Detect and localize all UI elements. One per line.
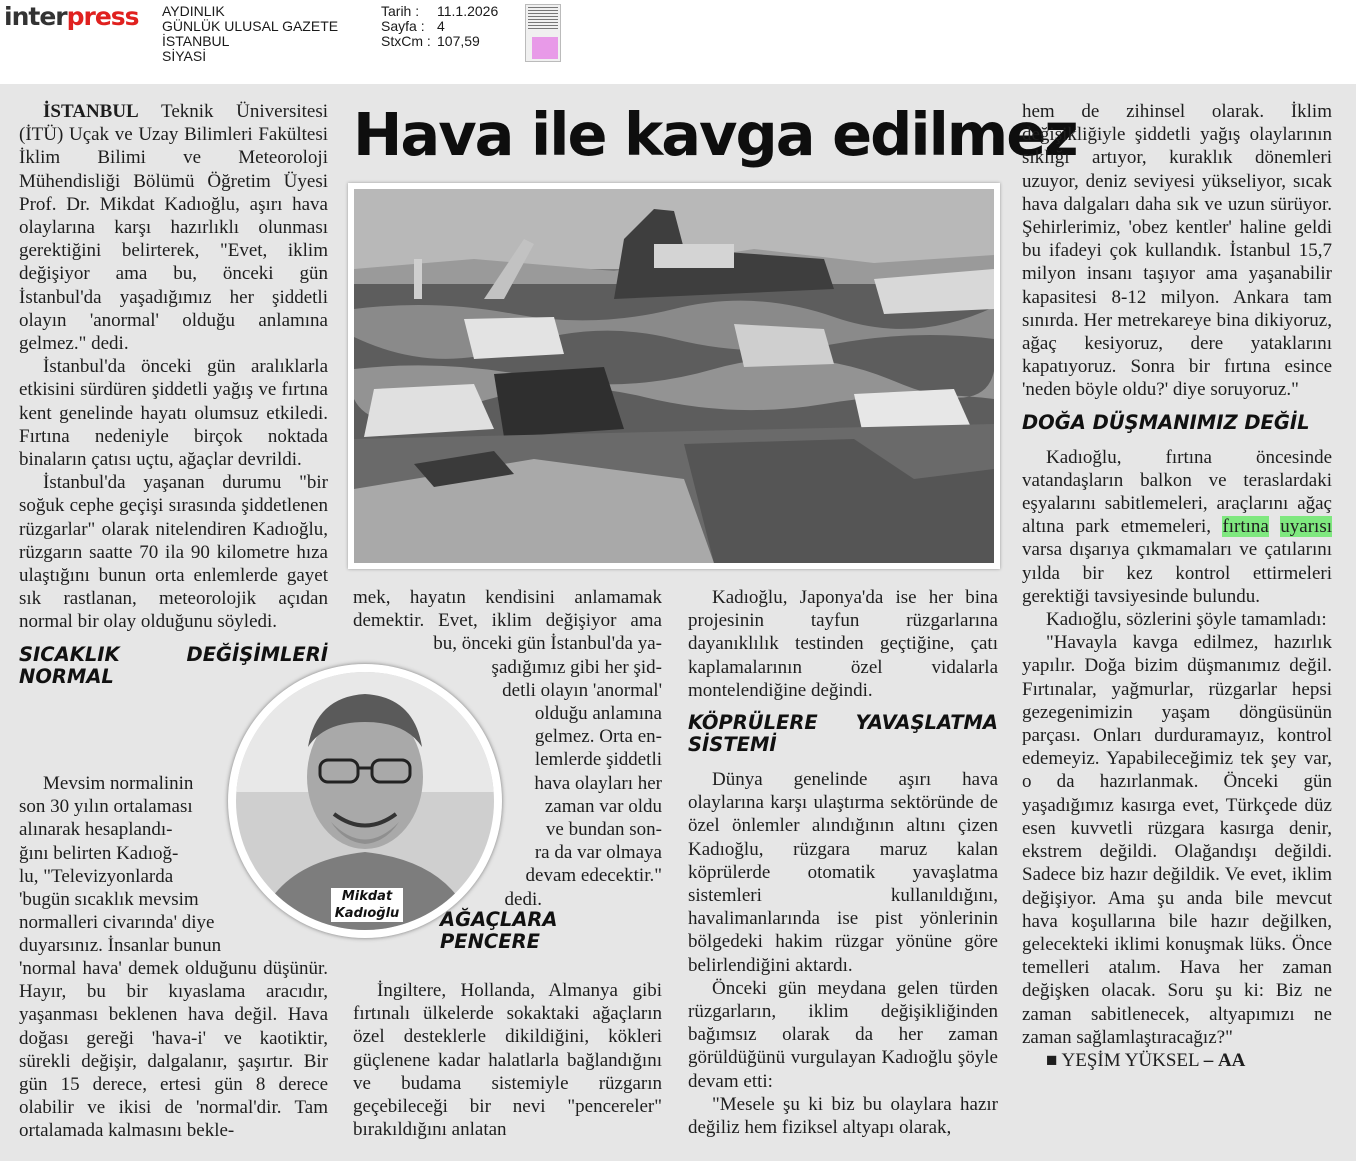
source-name: AYDINLIK (162, 3, 225, 19)
stxcm-label: StxCm : (381, 33, 431, 49)
stxcm-value: 107,59 (437, 33, 480, 49)
interpress-logo: interpress (4, 2, 139, 31)
dateline: İSTANBUL (43, 101, 139, 122)
paragraph: İstanbul'da önceki gün aralıklarla etkisini sürdüren şiddetli yağış ve fırtına kent genelinde hayatı olumsuz etkiledi. Fırtına nedeniyle birçok noktada binaların çatısı uçtu, ağaçlar devrildi. (19, 356, 328, 471)
paragraph: Kadıoğlu, sözlerini şöyle tamamladı: (1046, 609, 1327, 631)
source-city: İSTANBUL (162, 33, 230, 49)
page-value: 4 (437, 18, 445, 34)
subheading-agaclara: AĞAÇLARA PENCERE (440, 908, 558, 953)
date-label: Tarih : (381, 3, 420, 19)
paragraph: Kadıoğlu, fırtına öncesinde vatandaşların balkon ve teraslardaki eşyalarını sabitlemeleri, araçlarını ağaç altına park etmemeleri, fırtına uyarısı varsa dışarıya çıkmamaları ve çatılarını yılda bir kez kontrol ettirmeleri gerektiği tavsiyesinde bulundu. (1022, 446, 1332, 607)
date-value: 11.1.2026 (437, 3, 499, 19)
paragraph: "Havayla kavga edilmez, hazırlık yapılır. Doğa bizim düşmanımız değil. Fırtınalar, yağmurlar, rüzgarlar hepsi gezegenimizin yaşam döngüsünün parçası. Onları durduramayız, kontrol edemeyiz. Yapabileceğimiz tek şey var, o da hazırlanmak. Önceki gün yaşadığımız kasırga evet, Türkçede düz esen kuvvetli rüzgara kasırga denir, ekstrem değildi. Olağandışı değildi. Sadece biz hazır değildik. Ve evet, iklim değişiyor. Ama şu anda bile mevcut hava koşullarına bile hazır değilken, gelecekteki iklimi konuşmak lüks. Önce temelleri atalım. Hava her zaman değişken olacak. Soru şu ki: Biz ne zaman sabitlenecek, altyapımızı ne zaman sağlamlaştıracağız?" (1022, 632, 1332, 1048)
portrait-caption: Mikdat Kadıoğlu (331, 888, 403, 922)
paragraph: İstanbul'da yaşanan durumu "bir soğuk cephe geçişi sırasında şiddetlenen rüzgarlar" olarak nitelendiren Kadıoğlu, rüzgarın saatte 70 ila 90 kilometre hıza ulaştığını bunun orta enlemlerde gayet sık rastlanan, meteorolojik açıdan normal bir olay olduğunu söyledi. (19, 472, 328, 633)
source-category: SİYASİ (162, 48, 207, 64)
column-4 (1022, 100, 1332, 1072)
byline-agency: AA (1217, 1049, 1246, 1071)
column-3 (688, 586, 998, 1139)
paragraph: Dünya genelinde aşırı hava olaylarına karşı ulaştırma sektöründe de özel önlemler alındığının altını çizen Kadıoğlu, rüzgara maruz kalan köprülerde otomatik yavaşlatma sistemleri kullanıldığını, havalimanlarında ise pist yönlerinin bölgedeki hakim rüzgar yönüne göre belirlendiğini aktardı. (688, 769, 998, 976)
paragraph: İSTANBUL Teknik Üniversitesi (İTÜ) Uçak ve Uzay Bilimleri Fakültesi İklim Bilimi ve Meteoroloji Mühendisliği Bölümü Öğretim Üyesi Prof. Dr. Mikdat Kadıoğlu, aşırı hava olaylarına karşı hazırlıklı olunması gerektiğini belirterek, "Evet, iklim değişiyor ama bu, önceki gün İstanbul'da yaşadığımız her şiddetli olayın 'anormal' olduğu anlamına gelmez." dedi. (19, 101, 328, 355)
column-2-wrap-lines: mek, hayatın kendisini anlamamak demektir. Evet, iklim değişiyor ama bu, önceki gün İstanbul'da ya- şadığımız gibi her şid- detli olayın 'anormal' olduğu anlamına gelmez. Orta en- lemlerde şiddetli hava olayları her zaman var oldu ve bundan son- ra da var olmaya devam edecektir." dedi. (353, 587, 662, 910)
subheading-kopru: KÖPRÜLERE YAVAŞLATMA SİSTEMİ (688, 711, 998, 757)
page-thumbnail[interactable] (525, 4, 561, 62)
headline: Hava ile kavga edilmez (353, 100, 1077, 169)
subheading-sicaklik: SICAKLIK DEĞİŞİMLERİ NORMAL (19, 642, 328, 688)
paragraph: Önceki gün meydana gelen türden rüzgarların, iklim değişikliğinden bağımsız olarak da her zaman görüldüğünü vurgulayan Kadıoğlu şöyle devam etti: (688, 977, 998, 1092)
thumbnail-highlight-block (532, 37, 558, 59)
byline-separator: – (1203, 1049, 1214, 1071)
storm-harbor-photo (348, 183, 1000, 569)
byline-mark: ■ (1046, 1049, 1058, 1071)
byline (1046, 1049, 1332, 1072)
paragraph: "Mesele şu ki biz bu olaylara hazır değiliz hem fiziksel altyapı olarak, (688, 1093, 998, 1139)
thumbnail-text-block (528, 7, 558, 31)
column-1-wrap-lines: Mevsim normalinin son 30 yılın ortalaması alınarak hesaplandı- ğını belirten Kadıoğ- lu, "Televizyonlarda 'bugün sıcaklık mevsim normalleri civarında' diye duyarsınız. İnsanlar bunun (19, 773, 222, 957)
paragraph: 'normal hava' demek olduğunu düşünür. Hayır, bu bir kıyaslama aracıdır, yaşanması beklenen hava değil. Hava doğası gereği 'hava-i' ve kaotiktir, sürekli değişir, dalgalanır, şaşırtır. Bir gün 15 derece, ertesi gün 8 derece olabilir ve ikisi de 'normal'dir. Tam ortalamada kalmasını bekle- (19, 958, 328, 1142)
source-type: GÜNLÜK ULUSAL GAZETE (162, 18, 339, 34)
highlighted-term: fırtına (1222, 516, 1269, 538)
column-2-bottom (353, 979, 662, 1141)
column-1-bottom (19, 957, 328, 1143)
clipping-meta (381, 4, 498, 49)
paragraph: Kadıoğlu, Japonya'da ise her bina projesinin tayfun rüzgarlarına dayanıklılık testinden geçtiğine, çatı kaplamalarının özel vidalarla montelendiğine değindi. (688, 587, 998, 701)
source-info (162, 4, 338, 64)
page-label: Sayfa : (381, 18, 425, 34)
byline-name: YEŞİM YÜKSEL (1061, 1049, 1199, 1071)
paragraph: hem de zihinsel olarak. İklim değişikliğiyle şiddetli yağış olaylarının sıklığı artıyor, kuraklık dönemleri uzuyor, deniz seviyesi yükseliyor, sıcak hava dalgaları daha sık ve uzun sürüyor. Şehirlerimiz, 'obez kentler' haline geldi bu ifadeyi çok kullandık. İstanbul 15,7 milyon insanı taşıyor ama yaşanabilir kapasitesi 8-12 milyon. Ankara tam sınırda. Her metrekareye bina dikiyoruz, ağaç kesiyoruz, dere yataklarını kapatıyoruz. Sonra bir fırtına esince 'neden böyle oldu?' diye soruyoruz." (1022, 101, 1332, 401)
highlighted-term: uyarısı (1280, 516, 1332, 538)
column-1 (19, 100, 328, 700)
subheading-doga: DOĞA DÜŞMANIMIZ DEĞİL (1022, 410, 1310, 434)
clipping-header (0, 0, 1356, 84)
paragraph: İngiltere, Hollanda, Almanya gibi fırtınalı ülkelerde sokaktaki ağaçların özel desteklerle dikildiğini, kökleri güçlenene kadar halatlarla bağlandığını ve budama sistemiyle rüzgarın geçebileceği bir nevi "pencereler" bırakıldığını anlatan (353, 980, 662, 1141)
